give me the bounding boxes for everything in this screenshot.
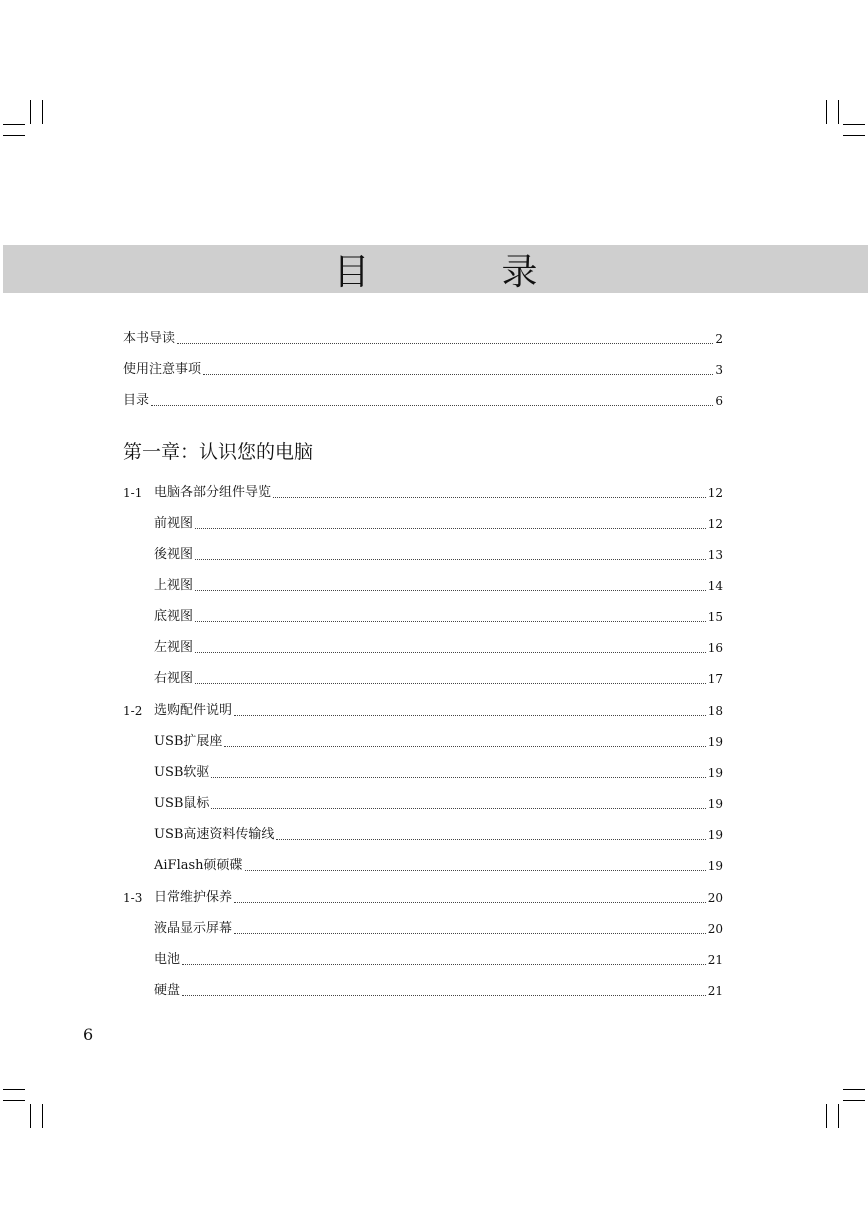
section-number: 1-1 [123, 486, 143, 500]
section-number: 1-2 [123, 704, 143, 718]
toc-entry-title: 本书导读 [123, 331, 176, 346]
subentry-page: 19 [707, 828, 723, 842]
subentry-page: 12 [707, 517, 723, 531]
dot-leader [234, 901, 706, 903]
section-page: 18 [707, 704, 723, 718]
subentry-page: 19 [707, 859, 723, 873]
toc-subentry[interactable] [154, 761, 723, 781]
toc-section[interactable] [123, 481, 723, 501]
dot-leader [245, 869, 706, 871]
toc-entry-title: 目录 [123, 393, 150, 408]
subentry-page: 13 [707, 548, 723, 562]
chapter-heading[interactable]: 第一章：认识您的电脑 [123, 441, 314, 463]
title-band [3, 245, 868, 293]
subentry-page: 15 [707, 610, 723, 624]
subentry-title: 右视图 [154, 671, 194, 686]
dot-leader [234, 932, 706, 934]
dot-leader [151, 404, 713, 406]
section-page: 12 [707, 486, 723, 500]
toc-subentry[interactable] [154, 730, 723, 750]
subentry-title: 後视图 [154, 547, 194, 562]
subentry-title: AiFlash硕硕碟 [154, 858, 243, 873]
subentry-title: 硬盘 [154, 983, 181, 998]
toc-entry-page: 6 [715, 394, 723, 408]
dot-leader [195, 589, 706, 591]
dot-leader [224, 745, 705, 747]
subentry-title: 左视图 [154, 640, 194, 655]
subentry-page: 20 [707, 922, 723, 936]
dot-leader [273, 496, 706, 498]
toc-subentry[interactable] [154, 543, 723, 563]
toc-subentry[interactable] [154, 917, 723, 937]
subentry-title: 底视图 [154, 609, 194, 624]
subentry-title: 上视图 [154, 578, 194, 593]
toc-subentry[interactable] [154, 512, 723, 532]
subentry-page: 21 [707, 953, 723, 967]
toc-subentry[interactable] [154, 605, 723, 625]
toc-subentry[interactable] [154, 979, 723, 999]
subentry-page: 14 [707, 579, 723, 593]
dot-leader [195, 682, 706, 684]
dot-leader [195, 558, 706, 560]
subentry-title: 电池 [154, 952, 181, 967]
toc-entry-page: 3 [715, 363, 723, 377]
subentry-page: 19 [707, 735, 723, 749]
dot-leader [203, 373, 713, 375]
page-title: 目 录 [333, 251, 586, 293]
subentry-title: 前视图 [154, 516, 194, 531]
toc-entry[interactable] [123, 389, 723, 409]
dot-leader [195, 651, 706, 653]
dot-leader [177, 342, 713, 344]
toc-section[interactable] [123, 699, 723, 719]
subentry-page: 17 [707, 672, 723, 686]
toc-subentry[interactable] [154, 823, 723, 843]
dot-leader [276, 838, 705, 840]
subentry-title: USB高速资料传输线 [154, 827, 275, 842]
toc-entry[interactable] [123, 327, 723, 347]
dot-leader [195, 527, 706, 529]
dot-leader [234, 714, 706, 716]
page-number: 6 [83, 1025, 94, 1044]
subentry-page: 16 [707, 641, 723, 655]
section-title: 日常维护保养 [154, 890, 233, 905]
section-page: 20 [707, 891, 723, 905]
toc-subentry[interactable] [154, 948, 723, 968]
toc-subentry[interactable] [154, 792, 723, 812]
section-title: 选购配件说明 [154, 703, 233, 718]
toc-entry[interactable] [123, 358, 723, 378]
subentry-page: 19 [707, 766, 723, 780]
subentry-title: USB软驱 [154, 765, 210, 780]
section-number: 1-3 [123, 891, 143, 905]
dot-leader [211, 807, 705, 809]
dot-leader [211, 776, 705, 778]
subentry-title: 液晶显示屏幕 [154, 921, 233, 936]
section-title: 电脑各部分组件导览 [154, 485, 272, 500]
dot-leader [182, 994, 706, 996]
toc-subentry[interactable] [154, 574, 723, 594]
subentry-page: 19 [707, 797, 723, 811]
toc-entry-page: 2 [715, 332, 723, 346]
subentry-title: USB扩展座 [154, 734, 223, 749]
toc-section[interactable] [123, 886, 723, 906]
dot-leader [195, 620, 706, 622]
subentry-page: 21 [707, 984, 723, 998]
subentry-title: USB鼠标 [154, 796, 210, 811]
dot-leader [182, 963, 706, 965]
toc-subentry[interactable] [154, 854, 723, 874]
toc-subentry[interactable] [154, 667, 723, 687]
toc-subentry[interactable] [154, 636, 723, 656]
toc-entry-title: 使用注意事项 [123, 362, 202, 377]
